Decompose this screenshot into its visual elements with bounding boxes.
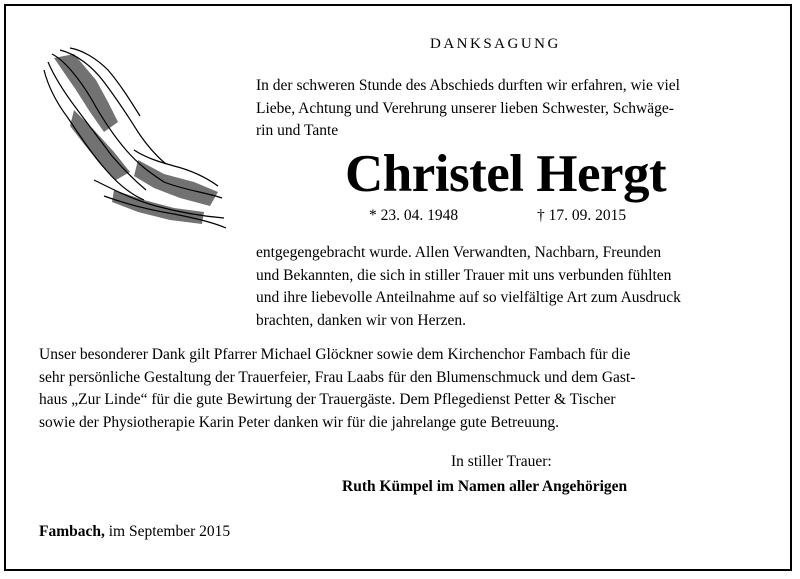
- intro-line: rin und Tante: [256, 122, 339, 139]
- body-line: und Bekannten, die sich in stiller Trauer mit uns verbunden fühlten: [256, 266, 672, 284]
- intro-paragraph: [256, 75, 770, 143]
- mourning-label: In stiller Trauer:: [451, 453, 552, 470]
- body-line: und ihre liebevolle Anteilnahme auf so vielfältige Art zum Ausdruck: [256, 289, 681, 306]
- thanks-paragraph: [256, 242, 770, 332]
- body-line: entgegengebracht wurde. Allen Verwandten, Nachbarn, Freunden: [256, 244, 662, 261]
- death-date: † 17. 09. 2015: [537, 207, 627, 224]
- special-thanks-line: sowie der Physiotherapie Karin Peter danken wir für die jahrelange gute Betreuung.: [39, 413, 559, 431]
- special-thanks-line: Unser besonderer Dank gilt Pfarrer Michael Glöckner sowie dem Kirchenchor Fambach für die: [39, 346, 631, 363]
- birth-date: * 23. 04. 1948: [369, 207, 459, 224]
- intro-line: In der schweren Stunde des Abschieds durften wir erfahren, wie viel: [256, 77, 680, 94]
- place-date: [39, 523, 230, 541]
- deceased-name: Christel Hergt: [345, 145, 667, 203]
- signature: Ruth Kümpel im Namen aller Angehörigen: [342, 478, 628, 495]
- special-thanks-line: haus „Zur Linde“ für die gute Bewirtung der Trauergäste. Dem Pflegedienst Petter & Tischer: [39, 391, 616, 408]
- place: Fambach,: [39, 523, 105, 540]
- heading-danksagung: DANKSAGUNG: [430, 36, 561, 52]
- intro-line: Liebe, Achtung und Verehrung unserer lieben Schwester, Schwäge-: [256, 99, 674, 117]
- date-text: im September 2015: [104, 523, 231, 540]
- praying-hands-icon: [34, 40, 230, 236]
- special-thanks-line: sehr persönliche Gestaltung der Trauerfeier, Frau Laabs für den Blumenschmuck und dem Gast-: [39, 368, 636, 386]
- special-thanks-paragraph: [39, 344, 770, 434]
- body-line: brachten, danken wir von Herzen.: [256, 311, 467, 329]
